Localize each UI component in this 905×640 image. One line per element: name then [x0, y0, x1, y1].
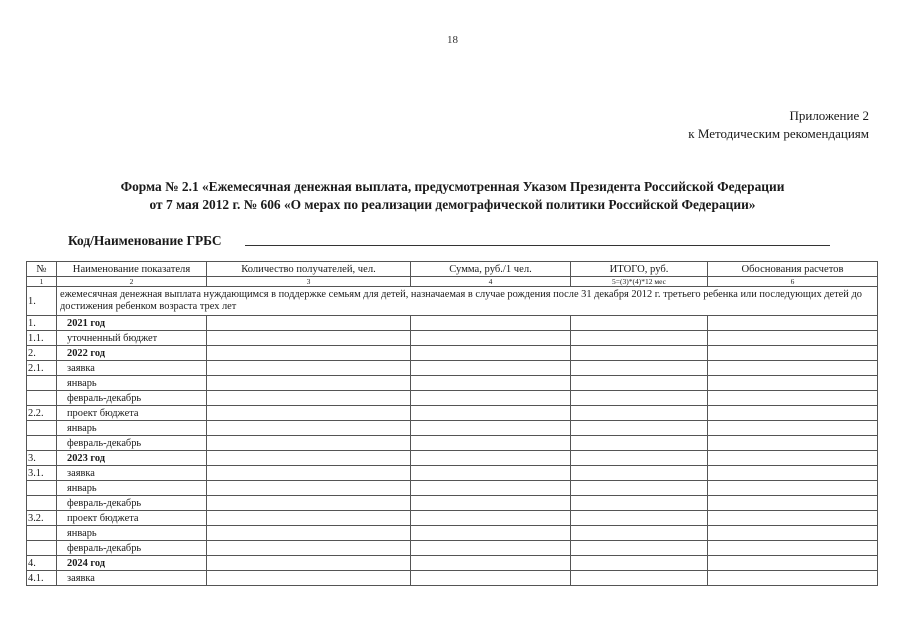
amount-cell[interactable]: [411, 376, 571, 391]
justification-cell[interactable]: [708, 526, 878, 541]
form-title-line-1: Форма № 2.1 «Ежемесячная денежная выплата, предусмотренная Указом Президента Российской Федерации: [120, 179, 785, 194]
table-row: [27, 391, 878, 406]
col-number-6: 6: [708, 277, 878, 287]
recipients-cell[interactable]: [207, 361, 411, 376]
amount-cell[interactable]: [411, 361, 571, 376]
justification-cell[interactable]: [708, 361, 878, 376]
amount-cell[interactable]: [411, 556, 571, 571]
justification-cell[interactable]: [708, 391, 878, 406]
total-cell[interactable]: [571, 556, 708, 571]
row-index: [27, 526, 57, 541]
appendix-line-1: Приложение 2: [789, 108, 869, 123]
total-cell[interactable]: [571, 511, 708, 526]
row-index: 1.: [27, 316, 57, 331]
row-index: [27, 376, 57, 391]
row-index: 4.: [27, 556, 57, 571]
row-label: февраль-декабрь: [57, 436, 207, 451]
total-cell[interactable]: [571, 481, 708, 496]
header-number: №: [27, 262, 57, 277]
row-label: январь: [57, 421, 207, 436]
recipients-cell[interactable]: [207, 526, 411, 541]
table-row: [27, 421, 878, 436]
col-number-1: 1: [27, 277, 57, 287]
form-table: [26, 261, 878, 586]
table-row: [27, 376, 878, 391]
amount-cell[interactable]: [411, 481, 571, 496]
total-cell[interactable]: [571, 496, 708, 511]
table-row: [27, 346, 878, 361]
amount-cell[interactable]: [411, 541, 571, 556]
total-cell[interactable]: [571, 436, 708, 451]
recipients-cell[interactable]: [207, 436, 411, 451]
justification-cell[interactable]: [708, 451, 878, 466]
table-row: [27, 571, 878, 586]
row-label: февраль-декабрь: [57, 541, 207, 556]
justification-cell[interactable]: [708, 406, 878, 421]
row-index: [27, 481, 57, 496]
justification-cell[interactable]: [708, 346, 878, 361]
row-index: [27, 541, 57, 556]
total-cell[interactable]: [571, 421, 708, 436]
row-index: 3.2.: [27, 511, 57, 526]
recipients-cell[interactable]: [207, 391, 411, 406]
row-label: проект бюджета: [57, 511, 207, 526]
recipients-cell[interactable]: [207, 481, 411, 496]
row-label: 2024 год: [57, 556, 207, 571]
row-index: 3.1.: [27, 466, 57, 481]
total-cell[interactable]: [571, 541, 708, 556]
row-index: 4.1.: [27, 571, 57, 586]
row-label: заявка: [57, 361, 207, 376]
recipients-cell[interactable]: [207, 376, 411, 391]
recipients-cell[interactable]: [207, 556, 411, 571]
row-label: февраль-декабрь: [57, 391, 207, 406]
form-title-line-2: от 7 мая 2012 г. № 606 «О мерах по реализации демографической политики Российской Федерации»: [149, 197, 756, 212]
justification-cell[interactable]: [708, 436, 878, 451]
header-indicator: Наименование показателя: [57, 262, 207, 277]
recipients-cell[interactable]: [207, 346, 411, 361]
amount-cell[interactable]: [411, 496, 571, 511]
table-row: [27, 331, 878, 346]
header-total: ИТОГО, руб.: [571, 262, 708, 277]
table-row: [27, 541, 878, 556]
column-number-row: [27, 277, 878, 287]
row-index: [27, 496, 57, 511]
description-row: [27, 287, 878, 316]
amount-cell[interactable]: [411, 331, 571, 346]
amount-cell[interactable]: [411, 346, 571, 361]
col-number-5: 5=(3)*(4)*12 мес: [571, 277, 708, 287]
amount-cell[interactable]: [411, 316, 571, 331]
grbs-label: Код/Наименование ГРБС: [68, 233, 222, 248]
justification-cell[interactable]: [708, 511, 878, 526]
row-label: 2022 год: [57, 346, 207, 361]
total-cell[interactable]: [571, 466, 708, 481]
header-row: [27, 262, 878, 277]
row-label: уточненный бюджет: [57, 331, 207, 346]
recipients-cell[interactable]: [207, 466, 411, 481]
row-label: февраль-декабрь: [57, 496, 207, 511]
total-cell[interactable]: [571, 361, 708, 376]
table-row: [27, 451, 878, 466]
table-row: [27, 526, 878, 541]
justification-cell[interactable]: [708, 496, 878, 511]
description-index: 1.: [27, 287, 57, 316]
total-cell[interactable]: [571, 451, 708, 466]
amount-cell[interactable]: [411, 436, 571, 451]
form-title: [0, 178, 905, 214]
recipients-cell[interactable]: [207, 451, 411, 466]
amount-cell[interactable]: [411, 511, 571, 526]
appendix-line-2: к Методическим рекомендациям: [688, 126, 869, 141]
justification-cell[interactable]: [708, 376, 878, 391]
col-number-4: 4: [411, 277, 571, 287]
total-cell[interactable]: [571, 331, 708, 346]
amount-cell[interactable]: [411, 571, 571, 586]
col-number-3: 3: [207, 277, 411, 287]
table-row: [27, 511, 878, 526]
amount-cell[interactable]: [411, 466, 571, 481]
total-cell[interactable]: [571, 391, 708, 406]
row-index: [27, 391, 57, 406]
total-cell[interactable]: [571, 316, 708, 331]
recipients-cell[interactable]: [207, 421, 411, 436]
appendix-note: [688, 107, 869, 143]
row-label: проект бюджета: [57, 406, 207, 421]
justification-cell[interactable]: [708, 571, 878, 586]
total-cell[interactable]: [571, 406, 708, 421]
row-index: 2.1.: [27, 361, 57, 376]
row-label: 2023 год: [57, 451, 207, 466]
row-index: 2.: [27, 346, 57, 361]
col-number-2: 2: [57, 277, 207, 287]
table-row: [27, 481, 878, 496]
total-cell[interactable]: [571, 526, 708, 541]
recipients-cell[interactable]: [207, 331, 411, 346]
justification-cell[interactable]: [708, 316, 878, 331]
table-row: [27, 436, 878, 451]
header-justification: Обоснования расчетов: [708, 262, 878, 277]
table-row: [27, 361, 878, 376]
amount-cell[interactable]: [411, 391, 571, 406]
recipients-cell[interactable]: [207, 571, 411, 586]
justification-cell[interactable]: [708, 421, 878, 436]
recipients-cell[interactable]: [207, 406, 411, 421]
table-row: [27, 406, 878, 421]
row-label: заявка: [57, 466, 207, 481]
description-text: ежемесячная денежная выплата нуждающимся в поддержке семьям для детей, назначаемая в случае рождения после 31 декабря 2012 г. третьего ребенка или последующих детей до достижения ребенком возраста трех лет: [57, 287, 878, 316]
row-index: 3.: [27, 451, 57, 466]
table-row: [27, 556, 878, 571]
total-cell[interactable]: [571, 346, 708, 361]
header-recipients: Количество получателей, чел.: [207, 262, 411, 277]
recipients-cell[interactable]: [207, 316, 411, 331]
row-label: январь: [57, 376, 207, 391]
row-label: 2021 год: [57, 316, 207, 331]
justification-cell[interactable]: [708, 481, 878, 496]
amount-cell[interactable]: [411, 526, 571, 541]
total-cell[interactable]: [571, 571, 708, 586]
table-row: [27, 466, 878, 481]
recipients-cell[interactable]: [207, 511, 411, 526]
amount-cell[interactable]: [411, 451, 571, 466]
total-cell[interactable]: [571, 376, 708, 391]
header-amount: Сумма, руб./1 чел.: [411, 262, 571, 277]
amount-cell[interactable]: [411, 421, 571, 436]
row-label: заявка: [57, 571, 207, 586]
table-row: [27, 316, 878, 331]
justification-cell[interactable]: [708, 331, 878, 346]
row-label: январь: [57, 526, 207, 541]
amount-cell[interactable]: [411, 406, 571, 421]
row-index: [27, 436, 57, 451]
row-index: 2.2.: [27, 406, 57, 421]
row-index: 1.1.: [27, 331, 57, 346]
row-label: январь: [57, 481, 207, 496]
recipients-cell[interactable]: [207, 541, 411, 556]
row-index: [27, 421, 57, 436]
justification-cell[interactable]: [708, 466, 878, 481]
justification-cell[interactable]: [708, 556, 878, 571]
grbs-input-line[interactable]: [245, 245, 830, 246]
table-row: [27, 496, 878, 511]
justification-cell[interactable]: [708, 541, 878, 556]
recipients-cell[interactable]: [207, 496, 411, 511]
page-number: 18: [447, 34, 458, 46]
